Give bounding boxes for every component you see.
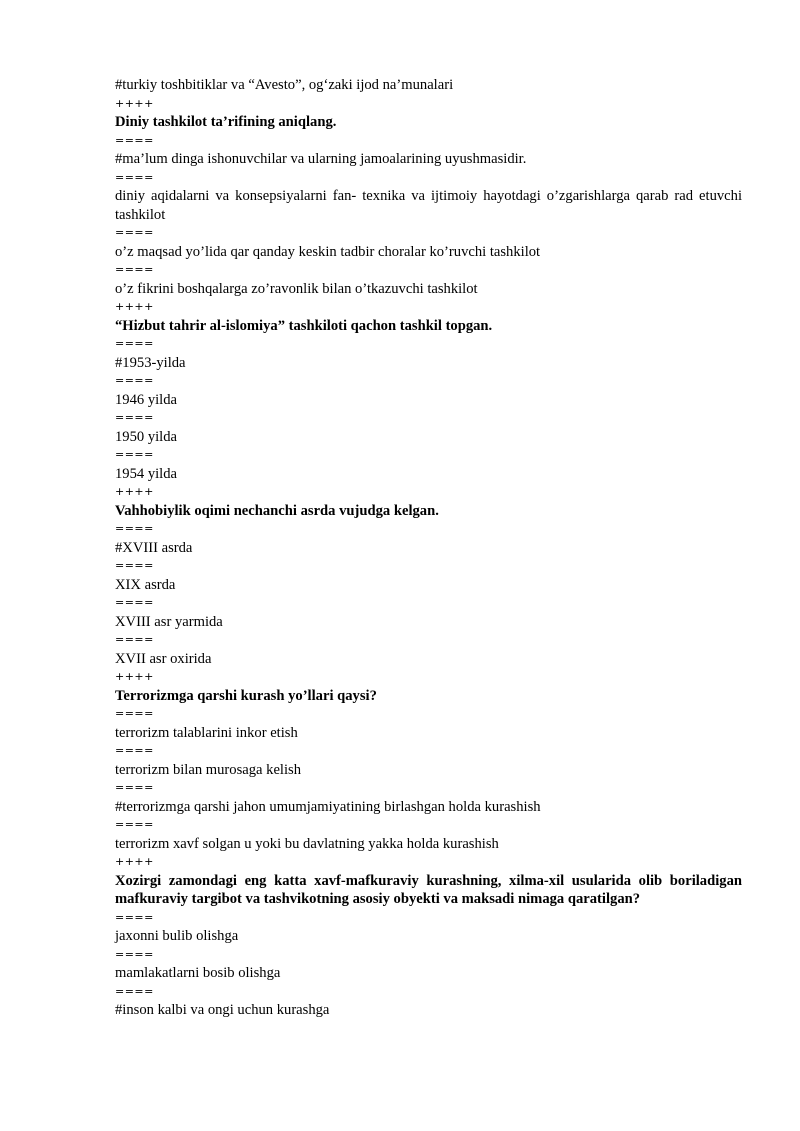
answer-line: mamlakatlarni bosib olishga	[115, 965, 281, 981]
answer-line: XIX asrda	[115, 576, 176, 593]
separator: ====	[115, 226, 154, 239]
separator: ====	[115, 522, 154, 535]
separator: ====	[115, 263, 154, 276]
question-line: Vahhobiylik oqimi nechanchi asrda vujudga kelgan.	[115, 502, 439, 519]
answer-line: #1953-yilda	[115, 354, 186, 371]
question-line: Diniy tashkilot ta’rifining aniqlang.	[115, 114, 337, 130]
separator: ====	[115, 947, 154, 961]
answer-line: #XVIII asrda	[115, 539, 193, 556]
answer-line: #ma’lum dinga ishonuvchilar va ularning jamoalarining uyushmasidir.	[115, 151, 527, 167]
separator: ====	[115, 559, 154, 572]
answer-line: #inson kalbi va ongi uchun kurashga	[115, 1002, 330, 1018]
separator: ====	[115, 170, 154, 184]
answer-line: #terrorizmga qarshi jahon umumjamiyatining birlashgan holda kurashish	[115, 798, 541, 815]
separator: ====	[115, 818, 154, 831]
answer-line: terrorizm xavf solgan u yoki bu davlatning yakka holda kurashish	[115, 835, 499, 852]
separator: ====	[115, 337, 154, 350]
answer-line: 1954 yilda	[115, 465, 178, 482]
answer-line: o’z maqsad yo’lida qar qanday keskin tadbir choralar ko’ruvchi tashkilot	[115, 243, 541, 260]
answer-line: XVIII asr yarmida	[115, 613, 223, 630]
separator: ++++	[115, 96, 154, 110]
separator: ====	[115, 781, 154, 794]
separator: ====	[115, 596, 154, 609]
answer-line: 1946 yilda	[115, 391, 178, 408]
separator: ++++	[115, 670, 154, 683]
answer-line: #turkiy toshbitiklar va “Avesto”, og‘zaki ijod na’munalari	[115, 77, 454, 93]
separator: ====	[115, 374, 154, 387]
answer-line: jaxonni bulib olishga	[115, 928, 239, 944]
answer-line: diniy aqidalarni va konsepsiyalarni fan- texnika va ijtimoiy hayotdagi o’zgarishlarga qarab rad etuvchi tashkilot	[115, 188, 742, 223]
separator: ++++	[115, 300, 154, 313]
answer-line: XVII asr oxirida	[115, 650, 212, 667]
separator: ====	[115, 707, 154, 720]
separator: ====	[115, 744, 154, 757]
document-page	[115, 76, 742, 1020]
answer-line: terrorizm bilan murosaga kelish	[115, 761, 302, 778]
answer-line: 1950 yilda	[115, 428, 178, 445]
separator: ====	[115, 910, 154, 924]
question-line: Xozirgi zamondagi eng katta xavf-mafkuraviy kurashning, xilma-xil usularida olib boriladigan mafkuraviy targibot va tashvikotning asosiy obyekti va maksadi nimaga qaratilgan?	[115, 872, 742, 907]
answer-line: terrorizm talablarini inkor etish	[115, 724, 298, 741]
separator: ====	[115, 984, 154, 998]
answer-line: o’z fikrini boshqalarga zo’ravonlik bilan o’tkazuvchi tashkilot	[115, 280, 478, 297]
separator: ++++	[115, 485, 154, 498]
separator: ====	[115, 411, 154, 424]
separator: ++++	[115, 855, 154, 868]
separator: ====	[115, 133, 154, 147]
question-line: “Hizbut tahrir al-islomiya” tashkiloti qachon tashkil topgan.	[115, 317, 493, 334]
separator: ====	[115, 633, 154, 646]
separator: ====	[115, 448, 154, 461]
question-line: Terrorizmga qarshi kurash yo’llari qaysi?	[115, 687, 377, 704]
